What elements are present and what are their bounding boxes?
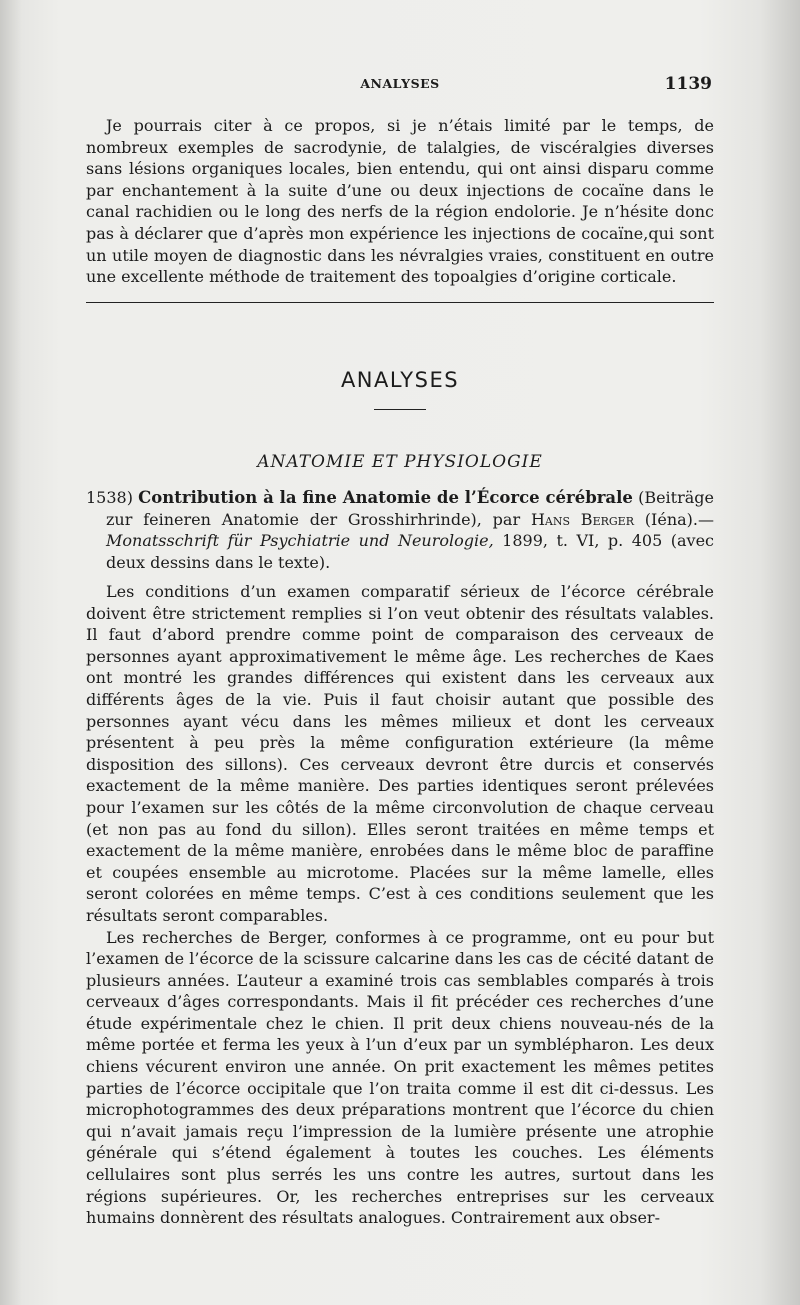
- entry-journal: Monatsschrift für Psychiatrie und Neurologie,: [106, 531, 494, 551]
- section-heading: ANALYSES: [340, 368, 460, 392]
- intro-text: [86, 115, 714, 288]
- entry-location: (Iéna).—: [644, 509, 714, 529]
- subsection-heading: ANATOMIE ET PHYSIOLOGIE: [257, 452, 543, 472]
- page-header: [86, 74, 714, 96]
- entry-german-title: (Beiträge zur feineren Anatomie der Grosshirhrinde), par: [106, 488, 714, 529]
- running-title: ANALYSES: [360, 76, 440, 91]
- page-number: 1139: [664, 74, 712, 94]
- body-paragraph: Les recherches de Berger, conformes à ce programme, ont eu pour but l’examen de l’écorce de la scissure calcarine dans les cas de cécité datant de plusieurs années. L’auteur a examiné trois cas semblables comparés à trois cerveaux d’âges correspondants. Mais il fit précéder ces recherches d’une étude expérimentale chez le chien. Il prit deux chiens nouveau-nés de la même portée et ferma les yeux à l’un d’eux par un symblépharon. Les deux chiens vécurent environ une année. On prit exactement les mêmes petites parties de l’écorce occipitale que l’on traita comme il est dit ci-dessus. Les microphotogrammes des deux préparations montrent que l’écorce du chien qui n’avait jamais reçu l’impression de la lumière présente une atrophie générale qui s’étend également à toutes les couches. Les éléments cellulaires sont plus serrés les uns contre les autres, surtout dans les régions supérieures. Or, les recherches entreprises sur les cerveaux humains donnèrent des résultats analogues. Contrairement aux obser-: [86, 927, 714, 1228]
- entry-number: 1538): [86, 488, 133, 507]
- entry-details: 1899, t. VI, p. 405 (avec deux dessins dans le texte).: [106, 531, 715, 572]
- heading-underline: [374, 409, 426, 410]
- intro-paragraph: Je pourrais citer à ce propos, si je n’étais limité par le temps, de nombreux exemples de sacrodynie, de talalgies, de viscéralgies diverses sans lésions organiques locales, bien entendu, qui ont ainsi disparu comme par enchantement à la suite d’une ou deux injections de cocaïne dans le canal rachidien ou le long des nerfs de la région endolorie. Je n’hésite donc pas à déclarer que d’après mon expérience les injections de cocaïne,qui sont un utile moyen de diagnostic dans les névralgies vraies, constituent en outre une excellente méthode de traitement des topoalgies d’origine corticale.: [86, 116, 714, 287]
- body-paragraph: Les conditions d’un examen comparatif sérieux de l’écorce cérébrale doivent être strictement remplies si l’on veut obtenir des résultats valables. Il faut d’abord prendre comme point de comparaison des cerveaux de personnes ayant approximativement le même âge. Les recherches de Kaes ont montré les grandes différences qui existent dans les cerveaux aux différents âges de la vie. Puis il faut choisir autant que possible des personnes ayant vécu dans les mêmes milieux et dont les cerveaux présentent à peu près la même configuration extérieure (la même disposition des sillons). Ces cerveaux devront être durcis et conservés exactement de la même manière. Des parties identiques seront prélevées pour l’examen sur les côtés de la même circonvolution de chaque cerveau (et non pas au fond du sillon). Elles seront traitées en même temps et exactement de la même manière, enrobées dans le même bloc de paraffine et coupées ensemble au microtome. Placées sur la même lamelle, elles seront colorées en même temps. C’est à ces conditions seulement que les résultats seront comparables.: [86, 582, 714, 925]
- entry-title: Contribution à la fine Anatomie de l’Écorce cérébrale: [138, 488, 633, 507]
- entry-author: Hans Berger: [530, 509, 634, 529]
- section-divider: [86, 302, 714, 303]
- analysis-body: [86, 581, 714, 1229]
- bibliographic-entry: [86, 487, 714, 573]
